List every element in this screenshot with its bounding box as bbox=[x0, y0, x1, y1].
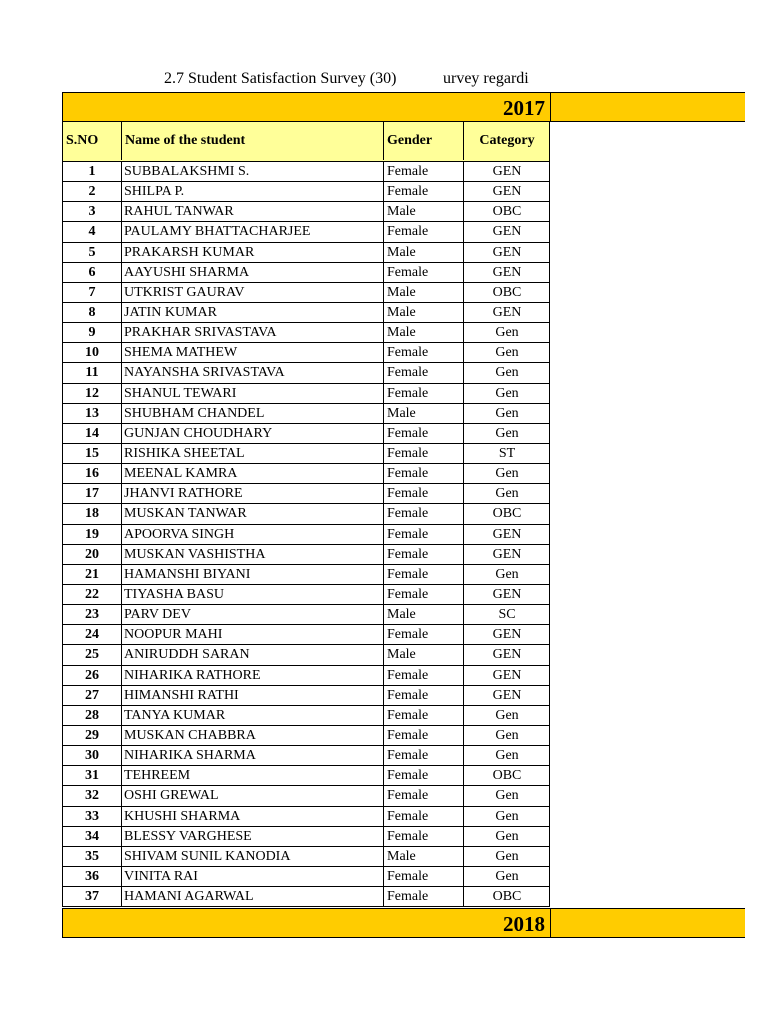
table-row bbox=[63, 525, 549, 545]
cell-gender[interactable]: Female bbox=[384, 363, 464, 382]
cell-sno[interactable]: 24 bbox=[63, 625, 122, 644]
cell-category[interactable]: Gen bbox=[495, 566, 519, 582]
cell-name[interactable]: PAULAMY BHATTACHARJEE bbox=[122, 222, 384, 241]
cell-gender[interactable]: Male bbox=[384, 645, 464, 664]
cell-name[interactable]: HAMANI AGARWAL bbox=[122, 887, 384, 906]
table-row bbox=[63, 343, 549, 363]
table-row bbox=[63, 726, 549, 746]
table-row bbox=[63, 222, 549, 242]
cell-sno[interactable]: 1 bbox=[63, 162, 122, 181]
cell-category[interactable]: OBC bbox=[492, 889, 522, 905]
cell-sno[interactable]: 28 bbox=[63, 706, 122, 725]
cell-sno[interactable]: 5 bbox=[63, 243, 122, 262]
table-row bbox=[63, 162, 549, 182]
cell-gender[interactable]: Male bbox=[384, 243, 464, 262]
cell-name[interactable]: UTKRIST GAURAV bbox=[122, 283, 384, 302]
table-row bbox=[63, 625, 549, 645]
cell-gender[interactable]: Female bbox=[384, 504, 464, 523]
year-label-2017: 2017 bbox=[503, 96, 545, 120]
cell-name[interactable]: PARV DEV bbox=[122, 605, 384, 624]
cell-gender[interactable]: Female bbox=[384, 484, 464, 503]
cell-category[interactable]: Gen bbox=[495, 486, 519, 502]
cell-name[interactable]: SUBBALAKSHMI S. bbox=[122, 162, 384, 181]
cell-category[interactable]: Gen bbox=[495, 748, 519, 764]
cell-name[interactable]: TANYA KUMAR bbox=[122, 706, 384, 725]
cell-category[interactable]: Gen bbox=[495, 425, 519, 441]
cell-category[interactable]: OBC bbox=[492, 284, 522, 300]
cell-name[interactable]: MUSKAN CHABBRA bbox=[122, 726, 384, 745]
year-band-2018 bbox=[62, 908, 745, 938]
table-row bbox=[63, 202, 549, 222]
cell-sno[interactable]: 7 bbox=[63, 283, 122, 302]
cell-gender[interactable]: Female bbox=[384, 807, 464, 826]
cell-category[interactable]: GEN bbox=[492, 647, 522, 663]
cell-name[interactable]: MUSKAN TANWAR bbox=[122, 504, 384, 523]
cell-sno[interactable]: 23 bbox=[63, 605, 122, 624]
cell-gender[interactable]: Female bbox=[384, 746, 464, 765]
cell-sno[interactable]: 18 bbox=[63, 504, 122, 523]
cell-category[interactable]: GEN bbox=[492, 264, 522, 280]
table-row bbox=[63, 585, 549, 605]
cell-gender[interactable]: Female bbox=[384, 464, 464, 483]
cell-sno[interactable]: 17 bbox=[63, 484, 122, 503]
cell-category[interactable]: GEN bbox=[492, 244, 522, 260]
column-header-gender[interactable]: Gender bbox=[384, 122, 464, 160]
cell-category[interactable]: Gen bbox=[495, 405, 519, 421]
table-row bbox=[63, 363, 549, 383]
cell-gender[interactable]: Male bbox=[384, 283, 464, 302]
cell-gender[interactable]: Female bbox=[384, 545, 464, 564]
table-row bbox=[63, 283, 549, 303]
sheet-title-overflow-text: urvey regardi bbox=[443, 70, 529, 87]
cell-category[interactable]: Gen bbox=[495, 848, 519, 864]
table-row bbox=[63, 243, 549, 263]
table-row bbox=[63, 464, 549, 484]
cell-category[interactable]: GEN bbox=[492, 224, 522, 240]
cell-name[interactable]: HIMANSHI RATHI bbox=[122, 686, 384, 705]
table-row bbox=[63, 303, 549, 323]
cell-sno[interactable]: 10 bbox=[63, 343, 122, 362]
cell-sno[interactable]: 15 bbox=[63, 444, 122, 463]
cell-sno[interactable]: 22 bbox=[63, 585, 122, 604]
cell-name[interactable]: MUSKAN VASHISTHA bbox=[122, 545, 384, 564]
cell-gender[interactable]: Female bbox=[384, 625, 464, 644]
cell-sno[interactable]: 35 bbox=[63, 847, 122, 866]
cell-category[interactable]: SC bbox=[498, 607, 516, 623]
cell-category[interactable]: GEN bbox=[492, 526, 522, 542]
cell-gender[interactable]: Female bbox=[384, 424, 464, 443]
cell-sno[interactable]: 12 bbox=[63, 384, 122, 403]
cell-category[interactable]: Gen bbox=[495, 828, 519, 844]
table-row bbox=[63, 686, 549, 706]
cell-gender[interactable]: Female bbox=[384, 706, 464, 725]
cell-name[interactable]: OSHI GREWAL bbox=[122, 786, 384, 805]
cell-gender[interactable]: Female bbox=[384, 263, 464, 282]
cell-name[interactable]: SHUBHAM CHANDEL bbox=[122, 404, 384, 423]
table-header-row bbox=[62, 122, 550, 162]
cell-name[interactable]: HAMANSHI BIYANI bbox=[122, 565, 384, 584]
table-row bbox=[63, 323, 549, 343]
table-row bbox=[63, 484, 549, 504]
cell-gender[interactable]: Male bbox=[384, 605, 464, 624]
year-band-divider bbox=[550, 909, 551, 937]
cell-sno[interactable]: 20 bbox=[63, 545, 122, 564]
cell-category[interactable]: GEN bbox=[492, 687, 522, 703]
cell-name[interactable]: APOORVA SINGH bbox=[122, 525, 384, 544]
table-row bbox=[63, 263, 549, 283]
cell-category[interactable]: OBC bbox=[492, 506, 522, 522]
cell-sno[interactable]: 4 bbox=[63, 222, 122, 241]
cell-sno[interactable]: 34 bbox=[63, 827, 122, 846]
cell-name[interactable]: KHUSHI SHARMA bbox=[122, 807, 384, 826]
cell-sno[interactable]: 29 bbox=[63, 726, 122, 745]
cell-gender[interactable]: Male bbox=[384, 202, 464, 221]
cell-name[interactable]: NAYANSHA SRIVASTAVA bbox=[122, 363, 384, 382]
year-band-2017 bbox=[62, 92, 745, 122]
cell-category[interactable]: GEN bbox=[492, 164, 522, 179]
cell-name[interactable]: SHIVAM SUNIL KANODIA bbox=[122, 847, 384, 866]
table-row bbox=[63, 847, 549, 867]
cell-gender[interactable]: Female bbox=[384, 867, 464, 886]
cell-category[interactable]: GEN bbox=[492, 586, 522, 602]
cell-gender[interactable]: Female bbox=[384, 565, 464, 584]
cell-gender[interactable]: Female bbox=[384, 686, 464, 705]
cell-name[interactable]: VINITA RAI bbox=[122, 867, 384, 886]
cell-gender[interactable]: Female bbox=[384, 827, 464, 846]
cell-sno[interactable]: 8 bbox=[63, 303, 122, 322]
table-row bbox=[63, 444, 549, 464]
cell-name[interactable]: PRAKARSH KUMAR bbox=[122, 243, 384, 262]
cell-name[interactable]: RISHIKA SHEETAL bbox=[122, 444, 384, 463]
table-row bbox=[63, 545, 549, 565]
table-row bbox=[63, 384, 549, 404]
cell-name[interactable]: NOOPUR MAHI bbox=[122, 625, 384, 644]
table-row bbox=[63, 887, 549, 907]
cell-category[interactable]: OBC bbox=[492, 204, 522, 220]
cell-gender[interactable]: Female bbox=[384, 384, 464, 403]
cell-gender[interactable]: Female bbox=[384, 585, 464, 604]
cell-gender[interactable]: Female bbox=[384, 726, 464, 745]
cell-sno[interactable]: 9 bbox=[63, 323, 122, 342]
cell-category[interactable]: Gen bbox=[495, 466, 519, 482]
cell-name[interactable]: TIYASHA BASU bbox=[122, 585, 384, 604]
table-row bbox=[63, 504, 549, 524]
cell-name[interactable]: TEHREEM bbox=[122, 766, 384, 785]
table-row bbox=[63, 645, 549, 665]
cell-sno[interactable]: 30 bbox=[63, 746, 122, 765]
cell-category[interactable]: Gen bbox=[495, 345, 519, 361]
sheet-title-overflow bbox=[443, 70, 552, 88]
cell-name[interactable]: ANIRUDDH SARAN bbox=[122, 645, 384, 664]
cell-gender[interactable]: Female bbox=[384, 444, 464, 463]
cell-name[interactable]: JATIN KUMAR bbox=[122, 303, 384, 322]
table-row bbox=[63, 182, 549, 202]
cell-sno[interactable]: 6 bbox=[63, 263, 122, 282]
column-header-sno[interactable]: S.NO bbox=[63, 122, 122, 160]
cell-category[interactable]: ST bbox=[498, 445, 516, 461]
cell-category[interactable]: Gen bbox=[495, 385, 519, 401]
cell-name[interactable]: RAHUL TANWAR bbox=[122, 202, 384, 221]
cell-sno[interactable]: 31 bbox=[63, 766, 122, 785]
cell-category[interactable]: GEN bbox=[492, 184, 522, 200]
cell-sno[interactable]: 33 bbox=[63, 807, 122, 826]
cell-sno[interactable]: 36 bbox=[63, 867, 122, 886]
cell-name[interactable]: NIHARIKA SHARMA bbox=[122, 746, 384, 765]
table-row bbox=[63, 786, 549, 806]
cell-name[interactable]: SHANUL TEWARI bbox=[122, 384, 384, 403]
cell-sno[interactable]: 19 bbox=[63, 525, 122, 544]
cell-sno[interactable]: 21 bbox=[63, 565, 122, 584]
table-row bbox=[63, 565, 549, 585]
cell-gender[interactable]: Female bbox=[384, 666, 464, 685]
table-row bbox=[63, 605, 549, 625]
cell-gender[interactable]: Female bbox=[384, 162, 464, 181]
cell-name[interactable]: AAYUSHI SHARMA bbox=[122, 263, 384, 282]
table-row bbox=[63, 766, 549, 786]
cell-category[interactable]: Gen bbox=[495, 707, 519, 723]
student-table-body bbox=[62, 162, 550, 907]
cell-category[interactable]: Gen bbox=[495, 325, 519, 341]
table-row bbox=[63, 807, 549, 827]
cell-gender[interactable]: Male bbox=[384, 847, 464, 866]
cell-name[interactable]: JHANVI RATHORE bbox=[122, 484, 384, 503]
cell-name[interactable]: BLESSY VARGHESE bbox=[122, 827, 384, 846]
cell-gender[interactable]: Male bbox=[384, 303, 464, 322]
cell-gender[interactable]: Male bbox=[384, 404, 464, 423]
table-row bbox=[63, 706, 549, 726]
year-band-divider bbox=[550, 93, 551, 121]
cell-category[interactable]: GEN bbox=[492, 627, 522, 643]
cell-gender[interactable]: Female bbox=[384, 343, 464, 362]
sheet-title: 2.7 Student Satisfaction Survey (30) bbox=[164, 70, 397, 87]
table-row bbox=[63, 424, 549, 444]
cell-sno[interactable]: 26 bbox=[63, 666, 122, 685]
cell-name[interactable]: PRAKHAR SRIVASTAVA bbox=[122, 323, 384, 342]
column-header-name[interactable]: Name of the student bbox=[122, 122, 384, 160]
cell-name[interactable]: NIHARIKA RATHORE bbox=[122, 666, 384, 685]
cell-category[interactable]: Gen bbox=[495, 868, 519, 884]
cell-sno[interactable]: 37 bbox=[63, 887, 122, 906]
cell-category[interactable]: Gen bbox=[495, 808, 519, 824]
cell-sno[interactable]: 25 bbox=[63, 645, 122, 664]
cell-category[interactable]: OBC bbox=[492, 768, 522, 784]
cell-name[interactable]: MEENAL KAMRA bbox=[122, 464, 384, 483]
cell-sno[interactable]: 3 bbox=[63, 202, 122, 221]
cell-gender[interactable]: Female bbox=[384, 222, 464, 241]
cell-sno[interactable]: 2 bbox=[63, 182, 122, 201]
cell-name[interactable]: SHILPA P. bbox=[122, 182, 384, 201]
cell-sno[interactable]: 14 bbox=[63, 424, 122, 443]
cell-category[interactable]: GEN bbox=[492, 546, 522, 562]
cell-category[interactable]: GEN bbox=[492, 304, 522, 320]
cell-category[interactable]: Gen bbox=[495, 727, 519, 743]
table-row bbox=[63, 666, 549, 686]
column-header-category[interactable]: Category bbox=[479, 133, 535, 148]
cell-gender[interactable]: Male bbox=[384, 323, 464, 342]
cell-gender[interactable]: Female bbox=[384, 182, 464, 201]
cell-category[interactable]: Gen bbox=[495, 788, 519, 804]
cell-sno[interactable]: 16 bbox=[63, 464, 122, 483]
cell-gender[interactable]: Female bbox=[384, 887, 464, 906]
year-label-2018: 2018 bbox=[503, 912, 545, 936]
cell-name[interactable]: GUNJAN CHOUDHARY bbox=[122, 424, 384, 443]
table-row bbox=[63, 827, 549, 847]
table-row bbox=[63, 867, 549, 887]
cell-name[interactable]: SHEMA MATHEW bbox=[122, 343, 384, 362]
cell-gender[interactable]: Female bbox=[384, 525, 464, 544]
cell-gender[interactable]: Female bbox=[384, 766, 464, 785]
table-row bbox=[63, 404, 549, 424]
cell-sno[interactable]: 27 bbox=[63, 686, 122, 705]
cell-sno[interactable]: 13 bbox=[63, 404, 122, 423]
table-row bbox=[63, 746, 549, 766]
cell-category[interactable]: Gen bbox=[495, 365, 519, 381]
cell-category[interactable]: GEN bbox=[492, 667, 522, 683]
cell-sno[interactable]: 32 bbox=[63, 786, 122, 805]
cell-gender[interactable]: Female bbox=[384, 786, 464, 805]
cell-sno[interactable]: 11 bbox=[63, 363, 122, 382]
